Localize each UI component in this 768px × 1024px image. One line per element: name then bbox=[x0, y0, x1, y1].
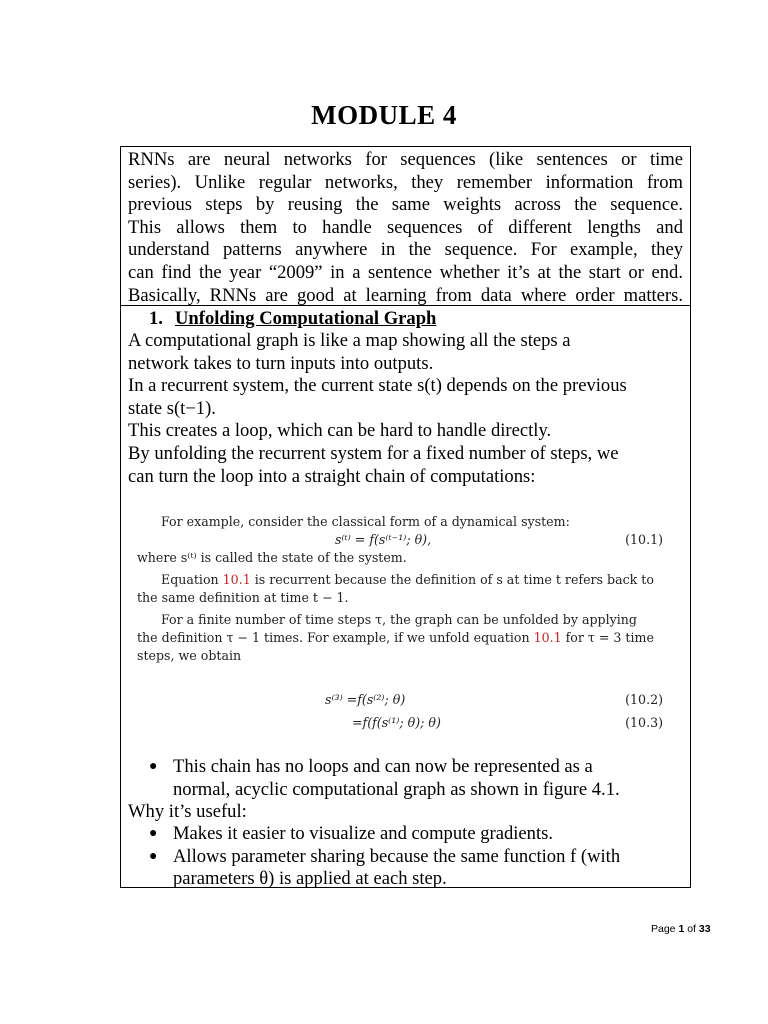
textbook-excerpt bbox=[137, 513, 677, 732]
section-heading-text: Unfolding Computational Graph bbox=[175, 308, 437, 329]
section-body bbox=[128, 330, 688, 488]
body-line: In a recurrent system, the current state s(t) depends on the previous bbox=[128, 375, 627, 397]
section-number: 1. bbox=[149, 308, 163, 329]
list-item-text: Makes it easier to visualize and compute gradients. bbox=[173, 823, 554, 844]
excerpt-line: the same definition at time t − 1. bbox=[137, 590, 349, 605]
section-box bbox=[120, 305, 691, 888]
body-line: A computational graph is like a map showing all the steps a bbox=[128, 330, 571, 351]
footer-text: Page bbox=[651, 923, 679, 935]
excerpt-line: where s⁽ᵗ⁾ is called the state of the system. bbox=[137, 550, 407, 565]
list-item-text: parameters θ) is applied at each step. bbox=[173, 868, 447, 890]
body-line: can turn the loop into a straight chain of computations: bbox=[128, 465, 536, 487]
equation-ref-link[interactable]: 10.1 bbox=[222, 572, 251, 587]
bullet-list-chain bbox=[128, 756, 688, 801]
bullet-icon: ● bbox=[149, 826, 158, 841]
section-heading bbox=[149, 308, 436, 330]
list-item bbox=[128, 846, 688, 891]
list-item-text: normal, acyclic computational graph as shown in figure 4.1. bbox=[173, 778, 620, 800]
page-title: MODULE 4 bbox=[311, 100, 457, 130]
list-item bbox=[128, 823, 688, 846]
excerpt-line bbox=[137, 571, 677, 589]
intro-line: RNNs are neural networks for sequences (like sentences or time bbox=[128, 149, 683, 170]
total-pages: 33 bbox=[698, 923, 711, 935]
intro-line: This allows them to handle sequences of different lengths and bbox=[128, 216, 683, 238]
equation-number: (10.1) bbox=[625, 532, 663, 547]
body-line: By unfolding the recurrent system for a fixed number of steps, we bbox=[128, 442, 619, 464]
excerpt-line: steps, we obtain bbox=[137, 648, 242, 663]
excerpt-text: Equation bbox=[161, 572, 223, 587]
equation: s⁽ᵗ⁾ = f(s⁽ᵗ⁻¹⁾; θ), bbox=[335, 532, 432, 547]
equation-10-1 bbox=[137, 531, 677, 549]
intro-line: Basically, RNNs are good at learning from data where order matters. bbox=[128, 284, 683, 306]
bullet-list-benefits bbox=[128, 823, 688, 891]
page-number bbox=[651, 923, 711, 935]
intro-line: series). Unlike regular networks, they remember information from bbox=[128, 171, 683, 193]
body-line: network takes to turn inputs into outputs. bbox=[128, 352, 434, 374]
bullet-icon: ● bbox=[149, 848, 158, 864]
equation: s⁽³⁾ =f(s⁽²⁾; θ) bbox=[325, 692, 406, 707]
excerpt-line: For example, consider the classical form of a dynamical system: bbox=[161, 514, 570, 529]
equation-10-3 bbox=[137, 714, 677, 732]
intro-box bbox=[120, 146, 691, 306]
body-line: state s(t−1). bbox=[128, 397, 216, 419]
list-item-text: Allows parameter sharing because the same function f (with bbox=[173, 845, 621, 867]
why-useful-label: Why it’s useful: bbox=[128, 801, 247, 822]
intro-line: previous steps by reusing the same weights across the sequence. bbox=[128, 194, 683, 216]
intro-line: understand patterns anywhere in the sequence. For example, they bbox=[128, 239, 683, 261]
footer-text: of bbox=[684, 923, 699, 935]
equation-ref-link[interactable]: 10.1 bbox=[533, 630, 562, 645]
equation-10-2 bbox=[137, 691, 677, 709]
body-line: This creates a loop, which can be hard to handle directly. bbox=[128, 420, 552, 442]
excerpt-line bbox=[137, 629, 677, 647]
excerpt-text: is recurrent because the definition of s at time t refers back to bbox=[250, 572, 654, 587]
list-item-text: This chain has no loops and can now be represented as a bbox=[173, 756, 593, 777]
excerpt-text: for τ = 3 time bbox=[561, 630, 654, 645]
intro-paragraph bbox=[121, 147, 690, 307]
equation-number: (10.3) bbox=[625, 715, 663, 730]
intro-line: can find the year “2009” in a sentence whether it’s at the start or end. bbox=[128, 261, 683, 283]
equation-number: (10.2) bbox=[625, 692, 663, 707]
bullet-icon: ● bbox=[149, 759, 158, 774]
excerpt-line: For a finite number of time steps τ, the graph can be unfolded by applying bbox=[161, 612, 637, 627]
list-item bbox=[128, 756, 688, 801]
equation: =f(f(s⁽¹⁾; θ); θ) bbox=[352, 715, 441, 730]
excerpt-text: the definition τ − 1 times. For example, if we unfold equation bbox=[137, 630, 534, 645]
current-page: 1 bbox=[678, 923, 685, 935]
